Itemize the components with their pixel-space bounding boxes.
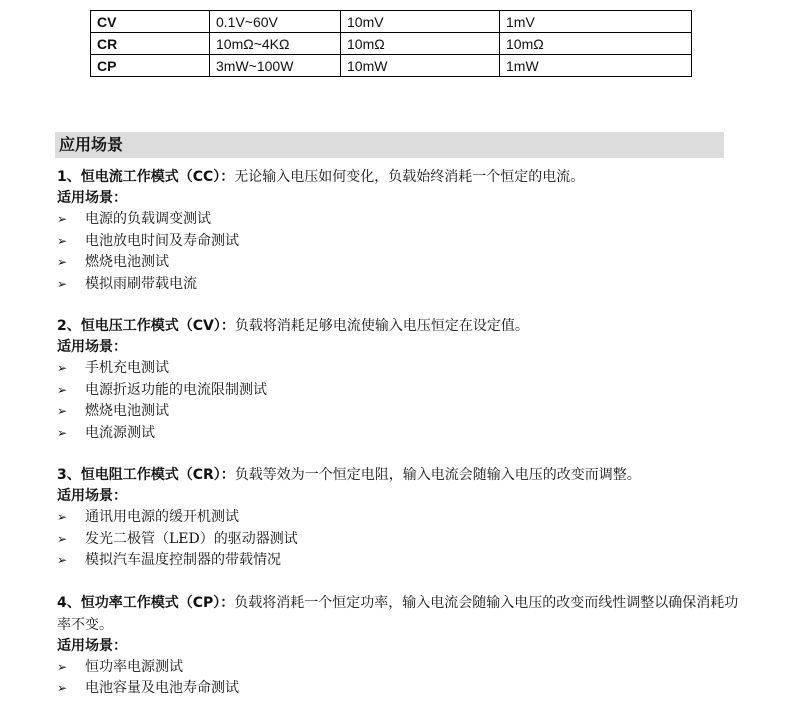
mode-line <box>57 464 747 486</box>
list-item <box>57 380 747 402</box>
list-item <box>57 252 747 274</box>
table-row <box>91 11 692 33</box>
list-item-text: 发光二极管（LED）的驱动器测试 <box>85 530 298 547</box>
list-item <box>57 507 747 529</box>
table-cell-resolution: 10mV <box>341 11 500 33</box>
list-item-text: 电流源测试 <box>85 424 155 441</box>
arrow-bullet-icon: ➢ <box>57 404 68 418</box>
arrow-bullet-icon: ➢ <box>57 553 68 567</box>
mode-description: 无论输入电压如何变化，负载始终消耗一个恒定的电流。 <box>234 169 585 185</box>
arrow-bullet-icon: ➢ <box>57 681 68 695</box>
list-item-text: 电源的负载调变测试 <box>85 211 211 227</box>
arrow-bullet-icon: ➢ <box>57 255 68 269</box>
arrow-bullet-icon: ➢ <box>57 531 68 546</box>
list-item-text: 电池容量及电池寿命测试 <box>85 680 239 696</box>
list-item <box>57 231 747 253</box>
list-item-text: 电池放电时间及寿命测试 <box>85 232 239 249</box>
list-item-text: 通讯用电源的缓开机测试 <box>85 509 239 525</box>
table-row <box>91 33 692 55</box>
list-item-text: 恒功率电源测试 <box>85 658 183 675</box>
table-cell-resolution: 1mV <box>500 11 692 33</box>
mode-block-cr <box>57 464 747 572</box>
list-item <box>57 529 747 551</box>
mode-block-cv <box>57 315 747 444</box>
table-cell-resolution: 10mΩ <box>341 33 500 55</box>
list-item-text: 模拟雨刷带载电流 <box>85 275 197 292</box>
table-cell-range: 0.1V~60V <box>210 11 341 33</box>
arrow-bullet-icon: ➢ <box>57 361 68 375</box>
arrow-bullet-icon: ➢ <box>57 233 68 248</box>
list-item <box>57 423 747 445</box>
table-cell-range: 3mW~100W <box>210 55 341 77</box>
list-item <box>57 274 747 296</box>
arrow-bullet-icon: ➢ <box>57 425 68 440</box>
scene-list <box>57 209 747 295</box>
table-cell-mode: CP <box>91 55 210 77</box>
table-cell-resolution: 10mΩ <box>500 33 692 55</box>
list-item <box>57 678 747 700</box>
arrow-bullet-icon: ➢ <box>57 510 68 524</box>
mode-block-cp <box>57 592 747 700</box>
list-item <box>57 358 747 380</box>
list-item <box>57 401 747 423</box>
scenes-label: 适用场景： <box>57 339 127 355</box>
table-row <box>91 55 692 77</box>
table-cell-resolution: 1mW <box>500 55 692 77</box>
section-heading: 应用场景 <box>55 132 724 158</box>
list-item-text: 模拟汽车温度控制器的带载情况 <box>85 552 281 568</box>
scenes-label: 适用场景： <box>57 190 127 206</box>
list-item-text: 电源折返功能的电流限制测试 <box>85 381 267 398</box>
list-item <box>57 657 747 679</box>
scene-list <box>57 507 747 572</box>
mode-title: 2、恒电压工作模式（CV）： <box>57 318 235 334</box>
list-item-text: 手机充电测试 <box>85 360 169 376</box>
list-item <box>57 209 747 231</box>
mode-description: 负载将消耗一个恒定功率，输入电流会随输入电压的改变而线性调整以确保消耗功率不变。 <box>57 594 739 633</box>
mode-block-cc <box>57 166 747 295</box>
arrow-bullet-icon: ➢ <box>57 212 68 226</box>
mode-title: 1、恒电流工作模式（CC）： <box>57 169 235 185</box>
arrow-bullet-icon: ➢ <box>57 382 68 397</box>
spec-table <box>90 10 692 77</box>
table-cell-mode: CR <box>91 33 210 55</box>
scenes-label: 适用场景： <box>57 637 127 654</box>
list-item <box>57 550 747 572</box>
scene-list <box>57 657 747 700</box>
mode-line <box>57 592 747 636</box>
list-item-text: 燃烧电池测试 <box>85 403 169 419</box>
table-cell-mode: CV <box>91 11 210 33</box>
table-cell-range: 10mΩ~4KΩ <box>210 33 341 55</box>
mode-description: 负载等效为一个恒定电阻，输入电流会随输入电压的改变而调整。 <box>234 467 641 483</box>
list-item-text: 燃烧电池测试 <box>85 254 169 270</box>
arrow-bullet-icon: ➢ <box>57 659 68 674</box>
mode-line <box>57 166 747 188</box>
table-cell-resolution: 10mW <box>341 55 500 77</box>
arrow-bullet-icon: ➢ <box>57 276 68 291</box>
mode-title: 3、恒电阻工作模式（CR）： <box>57 467 235 483</box>
scene-list <box>57 358 747 444</box>
mode-description: 负载将消耗足够电流使输入电压恒定在设定值。 <box>234 318 529 334</box>
scenes-label: 适用场景： <box>57 488 127 504</box>
mode-title: 4、恒功率工作模式（CP）： <box>57 594 235 611</box>
modes-content <box>57 166 747 720</box>
mode-line <box>57 315 747 337</box>
